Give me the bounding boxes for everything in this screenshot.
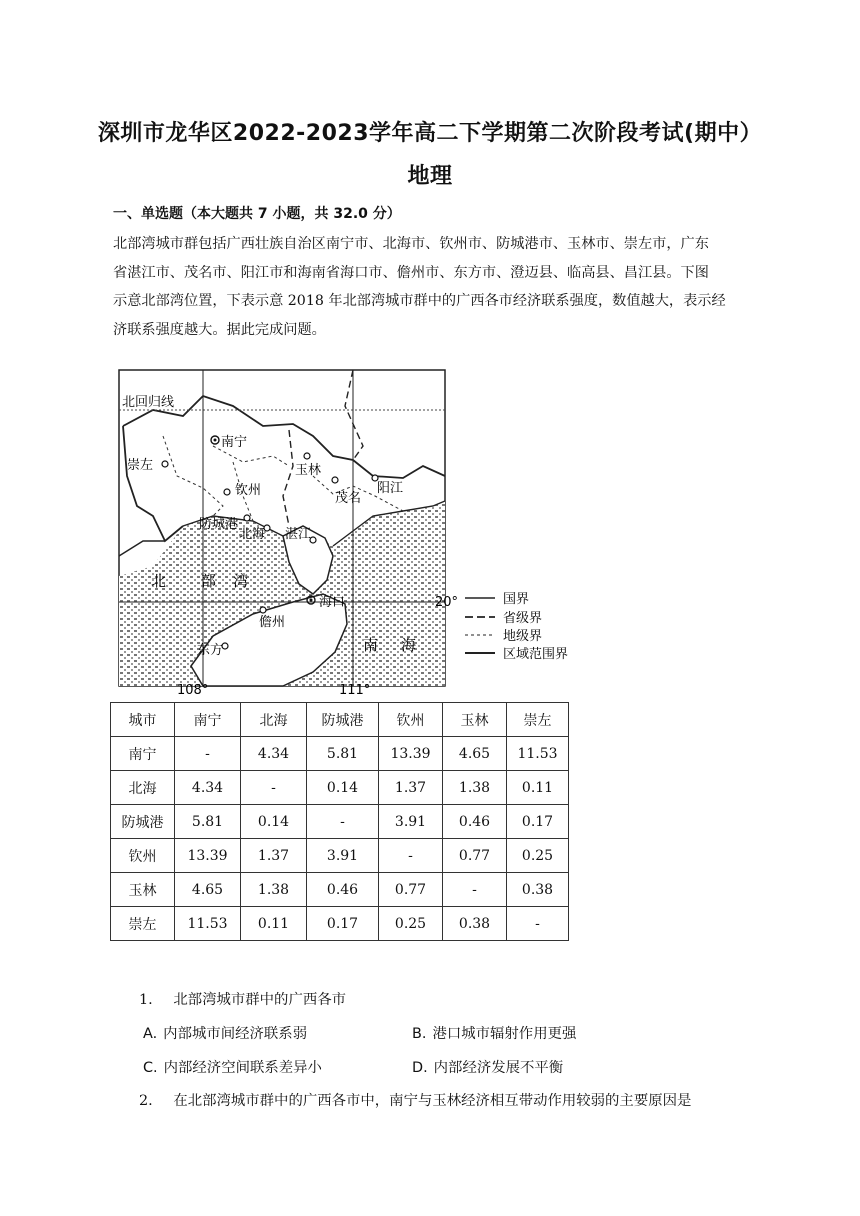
city-label-chongzuo: 崇左 bbox=[127, 458, 154, 473]
table-cell: 0.17 bbox=[307, 907, 379, 941]
table-cell: 0.46 bbox=[443, 805, 507, 839]
table-header-cell: 城市 bbox=[111, 703, 175, 737]
table-cell: 0.46 bbox=[307, 873, 379, 907]
table-cell: 钦州 bbox=[111, 839, 175, 873]
city-label-dongfang: 东方 bbox=[197, 643, 224, 658]
table-cell: 0.77 bbox=[443, 839, 507, 873]
option-c[interactable] bbox=[143, 1056, 322, 1077]
table-cell: 13.39 bbox=[175, 839, 241, 873]
sea-label-char: 北 bbox=[151, 572, 167, 590]
city-label-nanning: 南宁 bbox=[221, 435, 248, 450]
table-cell: 4.34 bbox=[241, 737, 307, 771]
table-row bbox=[111, 907, 569, 941]
table-cell: 11.53 bbox=[175, 907, 241, 941]
legend-provincial: 省级界 bbox=[503, 611, 543, 626]
option-letter: C. bbox=[143, 1060, 158, 1076]
sea-label-char: 部 bbox=[201, 572, 217, 590]
table-cell: 玉林 bbox=[111, 873, 175, 907]
table-row bbox=[111, 839, 569, 873]
question-1 bbox=[139, 988, 346, 1009]
table-cell: 4.34 bbox=[175, 771, 241, 805]
option-letter: A. bbox=[143, 1026, 158, 1042]
option-text: 内部经济发展不平衡 bbox=[433, 1060, 564, 1076]
table-row bbox=[111, 771, 569, 805]
intro-line: 省湛江市、茂名市、阳江市和海南省海口市、儋州市、东方市、澄迈县、临高县、昌江县。下图 bbox=[113, 264, 709, 281]
legend-prefecture: 地级界 bbox=[503, 629, 543, 644]
table-cell: - bbox=[443, 873, 507, 907]
beibu-gulf-map bbox=[113, 366, 593, 698]
table-cell: 1.38 bbox=[443, 771, 507, 805]
table-cell: 崇左 bbox=[111, 907, 175, 941]
table-cell: 5.81 bbox=[175, 805, 241, 839]
city-label-zhanjiang: 湛江 bbox=[285, 527, 312, 542]
question-stem: 北部湾城市群中的广西各市 bbox=[173, 992, 347, 1008]
table-cell: 1.38 bbox=[241, 873, 307, 907]
table-cell: 防城港 bbox=[111, 805, 175, 839]
table-cell: 0.17 bbox=[507, 805, 569, 839]
question-number: 1. bbox=[139, 992, 153, 1008]
city-label-danzhou: 儋州 bbox=[259, 615, 286, 630]
map-legend bbox=[465, 592, 568, 662]
table-cell: 北海 bbox=[111, 771, 175, 805]
intro-line: 示意北部湾位置，下表示意 2018 年北部湾城市群中的广西各市经济联系强度，数值越大，表示经 bbox=[113, 293, 726, 309]
option-a[interactable] bbox=[143, 1022, 307, 1043]
city-label-qinzhou: 钦州 bbox=[235, 483, 262, 498]
sea-label-char: 湾 bbox=[233, 572, 249, 590]
city-label-yulin: 玉林 bbox=[295, 463, 322, 478]
table-cell: - bbox=[307, 805, 379, 839]
option-letter: B. bbox=[412, 1026, 427, 1042]
intro-paragraph bbox=[113, 230, 753, 344]
lon-label-111: 111° bbox=[339, 683, 371, 698]
lon-label-108: 108° bbox=[177, 683, 209, 698]
lat-label: 20° bbox=[435, 595, 459, 610]
economic-link-table bbox=[110, 702, 569, 941]
question-stem: 在北部湾城市群中的广西各市中，南宁与玉林经济相互带动作用较弱的主要原因是 bbox=[173, 1093, 692, 1109]
table-cell: 0.11 bbox=[507, 771, 569, 805]
city-label-yangjiang: 阳江 bbox=[377, 481, 404, 496]
table-cell: 0.11 bbox=[241, 907, 307, 941]
table-cell: 1.37 bbox=[241, 839, 307, 873]
table-cell: 3.91 bbox=[379, 805, 443, 839]
table-cell: 1.37 bbox=[379, 771, 443, 805]
option-d[interactable] bbox=[412, 1056, 563, 1077]
subject-title: 地理 bbox=[407, 164, 453, 189]
option-text: 港口城市辐射作用更强 bbox=[432, 1026, 577, 1042]
city-label-haikou: 海口 bbox=[319, 595, 346, 610]
table-header-cell: 崇左 bbox=[507, 703, 569, 737]
intro-line: 济联系强度越大。据此完成问题。 bbox=[113, 321, 326, 338]
table-cell: 3.91 bbox=[307, 839, 379, 873]
table-header-cell: 北海 bbox=[241, 703, 307, 737]
tropic-label: 北回归线 bbox=[122, 395, 175, 410]
intro-line: 北部湾城市群包括广西壮族自治区南宁市、北海市、钦州市、防城港市、玉林市、崇左市，广东 bbox=[113, 236, 709, 252]
table-header-row bbox=[111, 703, 569, 737]
table-cell: - bbox=[241, 771, 307, 805]
sea-label-char: 南 bbox=[363, 636, 379, 654]
option-letter: D. bbox=[412, 1060, 428, 1076]
table-cell: 0.14 bbox=[241, 805, 307, 839]
table-cell: 5.81 bbox=[307, 737, 379, 771]
table-header-cell: 防城港 bbox=[307, 703, 379, 737]
table-row bbox=[111, 873, 569, 907]
legend-region: 区域范围界 bbox=[503, 647, 569, 662]
exam-title: 深圳市龙华区2022-2023学年高二下学期第二次阶段考试(期中） bbox=[97, 121, 763, 146]
table-header-cell: 玉林 bbox=[443, 703, 507, 737]
city-label-maoming: 茂名 bbox=[335, 491, 362, 506]
table-cell: 0.25 bbox=[507, 839, 569, 873]
table-cell: 0.38 bbox=[443, 907, 507, 941]
table-cell: 0.77 bbox=[379, 873, 443, 907]
legend-national: 国界 bbox=[503, 592, 530, 607]
table-cell: - bbox=[379, 839, 443, 873]
table-cell: 0.38 bbox=[507, 873, 569, 907]
table-cell: 南宁 bbox=[111, 737, 175, 771]
table-header-cell: 钦州 bbox=[379, 703, 443, 737]
table-header-cell: 南宁 bbox=[175, 703, 241, 737]
table-cell: 13.39 bbox=[379, 737, 443, 771]
table-cell: 4.65 bbox=[175, 873, 241, 907]
table-cell: 0.25 bbox=[379, 907, 443, 941]
table-row bbox=[111, 737, 569, 771]
sea-label-char: 海 bbox=[401, 636, 417, 654]
option-b[interactable] bbox=[412, 1022, 576, 1043]
city-label-fangchenggang: 防城港 bbox=[199, 517, 239, 532]
section-heading: 一、单选题（本大题共 7 小题，共 32.0 分） bbox=[113, 206, 401, 222]
table-cell: 11.53 bbox=[507, 737, 569, 771]
table-cell: 4.65 bbox=[443, 737, 507, 771]
table-row bbox=[111, 805, 569, 839]
question-number: 2. bbox=[139, 1093, 153, 1109]
city-label-beihai: 北海 bbox=[239, 527, 266, 542]
option-text: 内部经济空间联系差异小 bbox=[163, 1060, 322, 1076]
option-text: 内部城市间经济联系弱 bbox=[163, 1026, 308, 1042]
table-cell: - bbox=[175, 737, 241, 771]
question-2 bbox=[139, 1089, 691, 1110]
table-cell: - bbox=[507, 907, 569, 941]
table-cell: 0.14 bbox=[307, 771, 379, 805]
